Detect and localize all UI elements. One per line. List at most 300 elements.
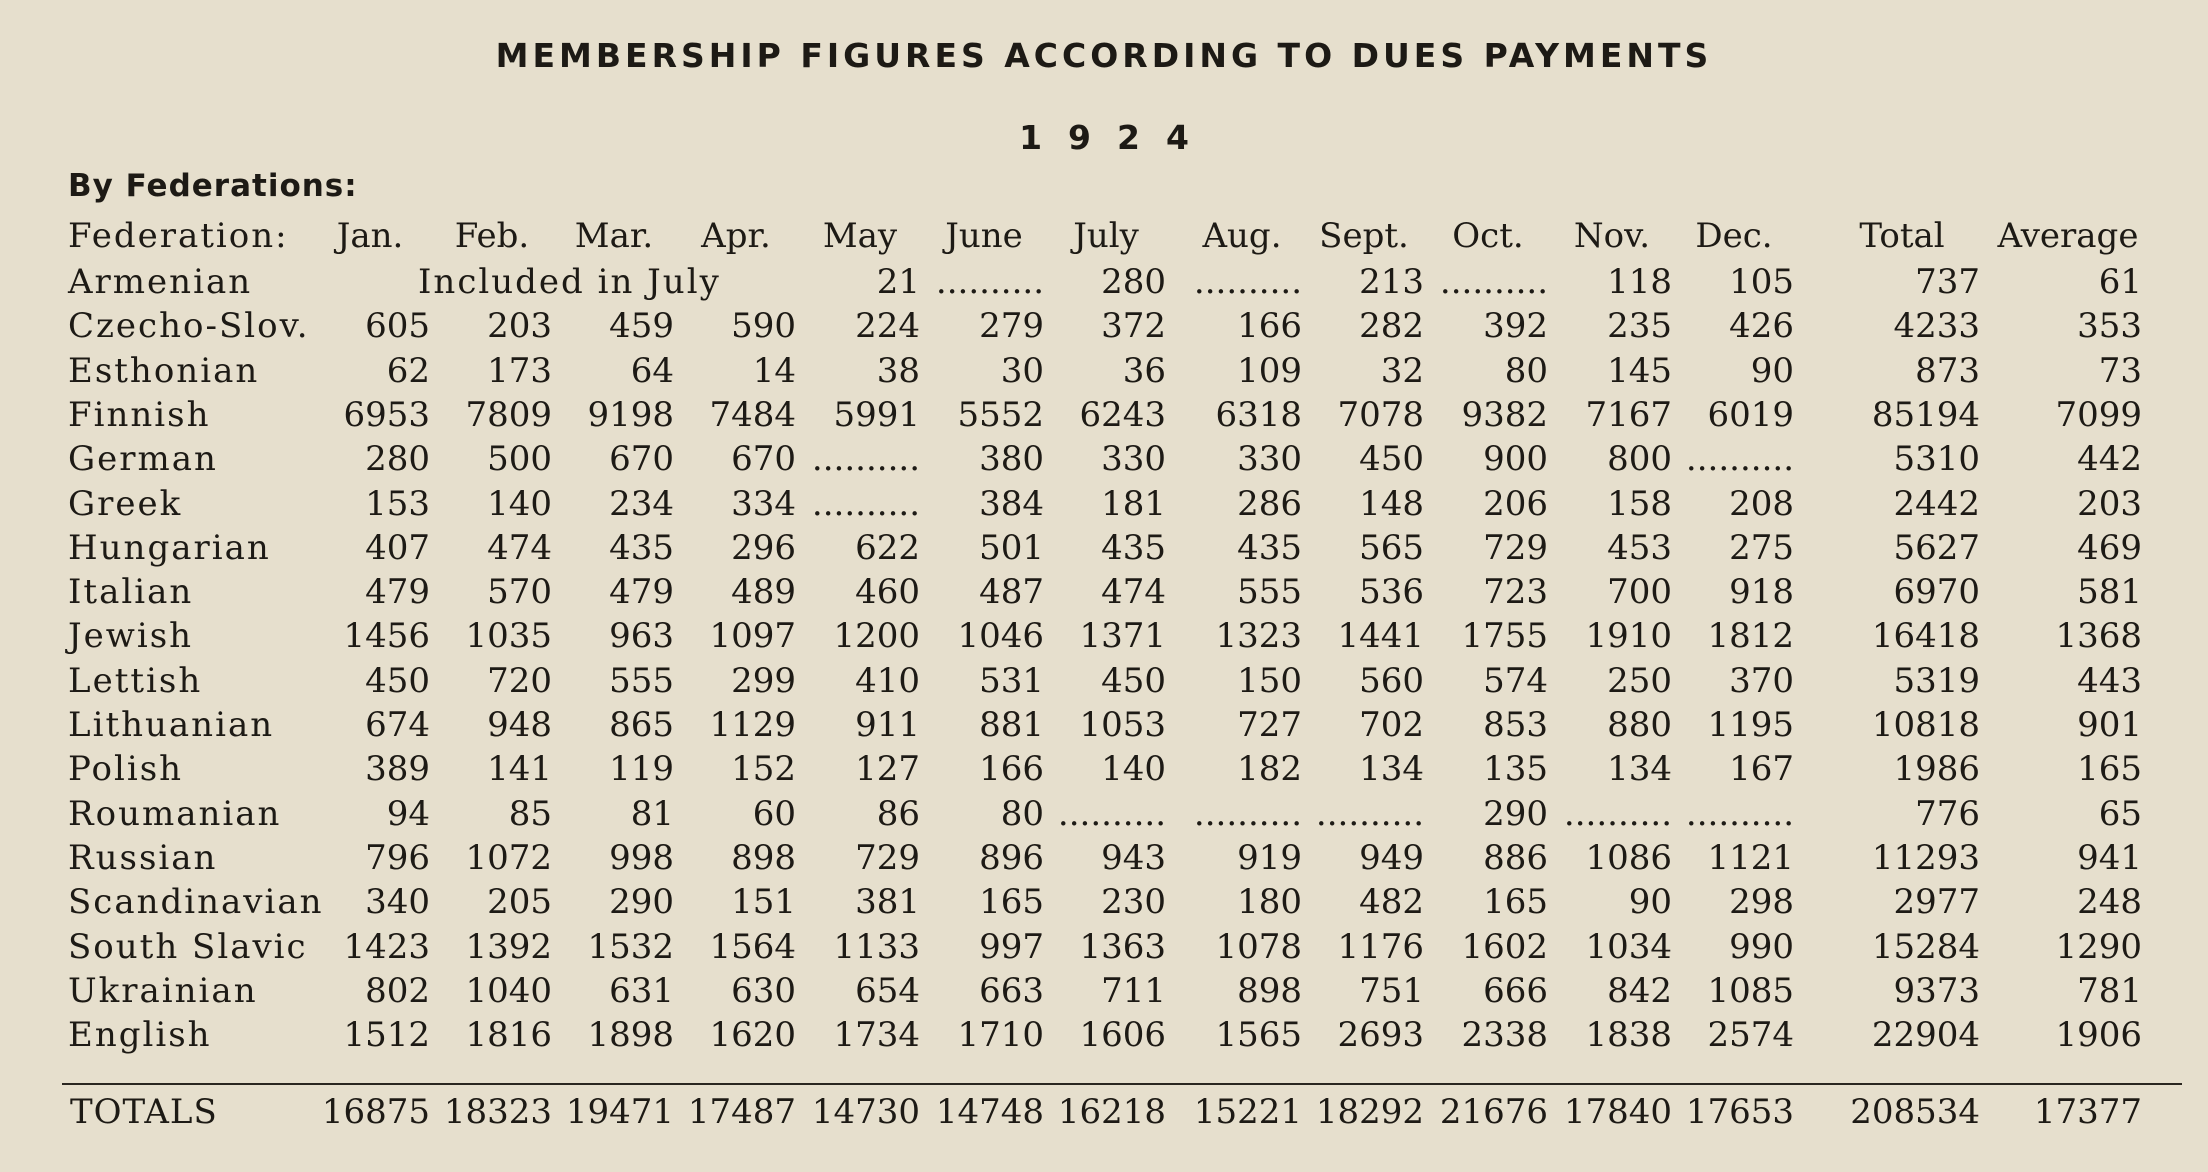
month-value: 64	[630, 350, 674, 391]
federation-name: English	[68, 1015, 212, 1056]
month-value: 459	[609, 306, 674, 347]
month-value: 36	[1122, 350, 1166, 391]
month-value: 1734	[833, 1015, 920, 1056]
row-average: 581	[2077, 572, 2142, 613]
month-value: 1053	[1079, 705, 1166, 745]
month-value: 663	[979, 970, 1044, 1011]
month-value: 1085	[1707, 970, 1794, 1011]
header-month: May	[822, 216, 898, 256]
month-value: 153	[365, 483, 430, 524]
month-value: ..........	[1685, 793, 1794, 834]
month-value: 1423	[343, 926, 430, 967]
federation-name: South Slavic	[68, 926, 308, 967]
row-total: 4233	[1893, 306, 1980, 347]
month-value: 1121	[1707, 837, 1794, 878]
month-value: 630	[731, 970, 796, 1011]
table-row	[0, 836, 2208, 880]
month-value: 674	[365, 705, 430, 745]
month-value: 450	[1101, 660, 1166, 701]
month-value: 1086	[1585, 837, 1672, 878]
month-value: 166	[979, 749, 1044, 790]
month-value: 30	[1000, 350, 1044, 391]
row-total: 2442	[1893, 483, 1980, 524]
month-value: 1040	[465, 970, 552, 1011]
month-value: 1195	[1707, 705, 1794, 745]
row-total: 15284	[1871, 926, 1980, 967]
month-value: 7167	[1585, 394, 1672, 435]
month-value: 180	[1237, 882, 1302, 923]
month-value: ..........	[935, 262, 1044, 302]
month-value: 1371	[1079, 616, 1166, 657]
totals-total: 208534	[1850, 1092, 1980, 1132]
month-value: 990	[1729, 926, 1794, 967]
month-value: 426	[1729, 306, 1794, 347]
row-total: 873	[1915, 350, 1980, 391]
month-value: 181	[1101, 483, 1166, 524]
month-value: 501	[979, 527, 1044, 568]
month-value: 6318	[1215, 394, 1302, 435]
month-value: 536	[1359, 572, 1424, 613]
month-value: 280	[1101, 262, 1166, 302]
row-average: 73	[2098, 350, 2142, 391]
totals-label: TOTALS	[70, 1092, 218, 1132]
month-value: 206	[1483, 483, 1548, 524]
month-value: 94	[386, 793, 430, 834]
month-value: 853	[1483, 705, 1548, 745]
month-value: 148	[1359, 483, 1424, 524]
month-value: 2693	[1337, 1015, 1424, 1056]
month-value: 1363	[1079, 926, 1166, 967]
month-value: 60	[752, 793, 796, 834]
federation-name: Polish	[68, 749, 184, 790]
header-total: Total	[1859, 216, 1945, 256]
month-value: 234	[609, 483, 674, 524]
month-value: ..........	[811, 483, 920, 524]
totals-average: 17377	[2033, 1092, 2142, 1132]
federation-name: Armenian	[68, 262, 253, 302]
federation-name: Scandinavian	[68, 882, 324, 923]
month-value: 134	[1359, 749, 1424, 790]
month-value: 474	[1101, 572, 1166, 613]
month-value: 6953	[343, 394, 430, 435]
federation-name: Greek	[68, 483, 183, 524]
month-value: 500	[487, 439, 552, 480]
row-average: 1290	[2055, 926, 2142, 967]
month-value: 282	[1359, 306, 1424, 347]
row-total: 9373	[1893, 970, 1980, 1011]
row-average: 248	[2077, 882, 2142, 923]
month-value: 1034	[1585, 926, 1672, 967]
month-value: 489	[731, 572, 796, 613]
month-value: 1035	[465, 616, 552, 657]
year-heading: 1924	[1019, 118, 1215, 157]
row-total: 11293	[1871, 837, 1980, 878]
month-value: 1620	[709, 1015, 796, 1056]
month-value: 487	[979, 572, 1044, 613]
row-average: 1368	[2055, 616, 2142, 657]
month-value: 919	[1237, 837, 1302, 878]
month-value: 622	[855, 527, 920, 568]
month-value: 1564	[709, 926, 796, 967]
month-value: 330	[1237, 439, 1302, 480]
month-value: 590	[731, 306, 796, 347]
header-month: Sept.	[1319, 216, 1409, 256]
month-value: 279	[979, 306, 1044, 347]
table-row	[0, 437, 2208, 481]
totals-month-value: 18292	[1315, 1092, 1424, 1132]
month-value: 1133	[833, 926, 920, 967]
month-value: 670	[609, 439, 674, 480]
month-value: 165	[1483, 882, 1548, 923]
month-value: 340	[365, 882, 430, 923]
federation-name: German	[68, 439, 218, 480]
month-value: 7484	[709, 394, 796, 435]
month-value: 7809	[465, 394, 552, 435]
month-value: 5991	[833, 394, 920, 435]
month-value: 450	[365, 660, 430, 701]
row-average: 781	[2077, 970, 2142, 1011]
totals-month-value: 17653	[1685, 1092, 1794, 1132]
row-total: 737	[1915, 262, 1980, 302]
month-value: 158	[1607, 483, 1672, 524]
month-value: 450	[1359, 439, 1424, 480]
month-value: 145	[1607, 350, 1672, 391]
month-value: 90	[1628, 882, 1672, 923]
month-value: 392	[1483, 306, 1548, 347]
totals-month-value: 16218	[1057, 1092, 1166, 1132]
month-value: 896	[979, 837, 1044, 878]
month-value: 250	[1607, 660, 1672, 701]
header-federation: Federation:	[68, 216, 289, 256]
header-month: July	[1073, 216, 1139, 256]
table-row	[0, 880, 2208, 924]
month-value: 963	[609, 616, 674, 657]
month-value: 32	[1380, 350, 1424, 391]
month-value: 290	[609, 882, 674, 923]
table-row	[0, 393, 2208, 437]
month-value: 918	[1729, 572, 1794, 613]
month-value: 729	[1483, 527, 1548, 568]
month-value: 140	[1101, 749, 1166, 790]
month-value: 152	[731, 749, 796, 790]
row-average: 901	[2077, 705, 2142, 745]
month-value: 1200	[833, 616, 920, 657]
header-month: Mar.	[574, 216, 654, 256]
table-row	[0, 703, 2208, 747]
row-average: 442	[2077, 439, 2142, 480]
month-value: ..........	[1563, 793, 1672, 834]
month-value: 560	[1359, 660, 1424, 701]
month-value: 380	[979, 439, 1044, 480]
month-value: 182	[1237, 749, 1302, 790]
month-value: ..........	[1439, 262, 1548, 302]
month-value: 86	[876, 793, 920, 834]
table-row	[0, 304, 2208, 348]
row-total: 1986	[1893, 749, 1980, 790]
month-value: 224	[855, 306, 920, 347]
month-value: 118	[1607, 262, 1672, 302]
month-value: ..........	[1315, 793, 1424, 834]
month-value: 90	[1750, 350, 1794, 391]
month-value: 389	[365, 749, 430, 790]
month-value: 6243	[1079, 394, 1166, 435]
row-average: 203	[2077, 483, 2142, 524]
federation-name: Ukrainian	[68, 970, 258, 1011]
totals-month-value: 14748	[935, 1092, 1044, 1132]
month-value: 330	[1101, 439, 1166, 480]
row-total: 16418	[1871, 616, 1980, 657]
month-value: 1097	[709, 616, 796, 657]
month-value: 7078	[1337, 394, 1424, 435]
row-average: 165	[2077, 749, 2142, 790]
month-value: 997	[979, 926, 1044, 967]
header-month: Nov.	[1573, 216, 1651, 256]
section-subtitle: By Federations:	[68, 168, 358, 204]
month-value: 1441	[1337, 616, 1424, 657]
month-value: 14	[752, 350, 796, 391]
month-value: 410	[855, 660, 920, 701]
month-value: ..........	[811, 439, 920, 480]
month-value: 654	[855, 970, 920, 1011]
month-value: 1812	[1707, 616, 1794, 657]
month-value: 140	[487, 483, 552, 524]
month-value: 80	[1504, 350, 1548, 391]
month-value: ..........	[1685, 439, 1794, 480]
month-value: 280	[365, 439, 430, 480]
month-value: 334	[731, 483, 796, 524]
federation-name: Esthonian	[68, 350, 260, 391]
federation-name: Italian	[68, 572, 194, 613]
month-value: 299	[731, 660, 796, 701]
month-value: 800	[1607, 439, 1672, 480]
federation-name: Lettish	[68, 660, 203, 701]
month-value: 1072	[465, 837, 552, 878]
month-value: ..........	[1193, 793, 1302, 834]
month-value: 1602	[1461, 926, 1548, 967]
month-value: 723	[1483, 572, 1548, 613]
page-title: MEMBERSHIP FIGURES ACCORDING TO DUES PAYMENTS	[495, 36, 1713, 75]
month-value: 435	[609, 527, 674, 568]
month-value: 881	[979, 705, 1044, 745]
month-value: 290	[1483, 793, 1548, 834]
month-value: 666	[1483, 970, 1548, 1011]
month-value: 275	[1729, 527, 1794, 568]
month-value: 479	[609, 572, 674, 613]
month-value: 150	[1237, 660, 1302, 701]
month-value: 203	[487, 306, 552, 347]
month-value: 381	[855, 882, 920, 923]
month-value: 474	[487, 527, 552, 568]
row-average: 443	[2077, 660, 2142, 701]
month-value: 943	[1101, 837, 1166, 878]
month-value: 531	[979, 660, 1044, 701]
armenian-note: Included in July	[418, 262, 721, 302]
month-value: 213	[1359, 262, 1424, 302]
month-value: 105	[1729, 262, 1794, 302]
month-value: 720	[487, 660, 552, 701]
header-average: Average	[1997, 216, 2139, 256]
month-value: 570	[487, 572, 552, 613]
month-value: 1078	[1215, 926, 1302, 967]
month-value: 370	[1729, 660, 1794, 701]
month-value: 900	[1483, 439, 1548, 480]
header-month: June	[945, 216, 1023, 256]
month-value: 727	[1237, 705, 1302, 745]
month-value: 886	[1483, 837, 1548, 878]
row-total: 5319	[1893, 660, 1980, 701]
month-value: 880	[1607, 705, 1672, 745]
month-value: 574	[1483, 660, 1548, 701]
row-total: 776	[1915, 793, 1980, 834]
month-value: 565	[1359, 527, 1424, 568]
month-value: 9198	[587, 394, 674, 435]
month-value: 435	[1101, 527, 1166, 568]
table-row	[0, 659, 2208, 703]
month-value: 796	[365, 837, 430, 878]
row-average: 7099	[2055, 394, 2142, 435]
month-value: 729	[855, 837, 920, 878]
month-value: 85	[508, 793, 552, 834]
month-value: 948	[487, 705, 552, 745]
federation-name: Lithuanian	[68, 705, 275, 745]
header-month: Dec.	[1695, 216, 1773, 256]
header-month: Aug.	[1202, 216, 1282, 256]
month-value: 205	[487, 882, 552, 923]
month-value: 384	[979, 483, 1044, 524]
table-row	[0, 969, 2208, 1013]
month-value: 1838	[1585, 1015, 1672, 1056]
totals-month-value: 15221	[1193, 1092, 1302, 1132]
month-value: 1606	[1079, 1015, 1166, 1056]
row-average: 65	[2098, 793, 2142, 834]
table-row	[0, 482, 2208, 526]
month-value: 81	[630, 793, 674, 834]
totals-month-value: 17840	[1563, 1092, 1672, 1132]
month-value: 1129	[709, 705, 796, 745]
row-total: 85194	[1871, 394, 1980, 435]
totals-month-value: 18323	[443, 1092, 552, 1132]
row-average: 469	[2077, 527, 2142, 568]
month-value: 1512	[343, 1015, 430, 1056]
month-value: ..........	[1193, 262, 1302, 302]
month-value: 631	[609, 970, 674, 1011]
row-total: 22904	[1871, 1015, 1980, 1056]
month-value: 286	[1237, 483, 1302, 524]
month-value: 1176	[1337, 926, 1424, 967]
month-value: 80	[1000, 793, 1044, 834]
month-value: 2574	[1707, 1015, 1794, 1056]
header-month: Oct.	[1452, 216, 1524, 256]
month-value: 751	[1359, 970, 1424, 1011]
month-value: 1046	[957, 616, 1044, 657]
month-value: ..........	[1057, 793, 1166, 834]
row-average: 941	[2077, 837, 2142, 878]
month-value: 911	[855, 705, 920, 745]
month-value: 296	[731, 527, 796, 568]
month-value: 998	[609, 837, 674, 878]
row-average: 1906	[2055, 1015, 2142, 1056]
table-row	[0, 1013, 2208, 1057]
month-value: 1898	[587, 1015, 674, 1056]
table-row	[0, 614, 2208, 658]
header-row	[0, 214, 2208, 258]
row-total: 6970	[1893, 572, 1980, 613]
month-value: 235	[1607, 306, 1672, 347]
month-value: 1710	[957, 1015, 1044, 1056]
month-value: 135	[1483, 749, 1548, 790]
month-value: 38	[876, 350, 920, 391]
month-value: 802	[365, 970, 430, 1011]
totals-month-value: 17487	[687, 1092, 796, 1132]
month-value: 5552	[957, 394, 1044, 435]
header-month: Jan.	[336, 216, 404, 256]
month-value: 1910	[1585, 616, 1672, 657]
header-month: Apr.	[701, 216, 771, 256]
month-value: 700	[1607, 572, 1672, 613]
month-value: 898	[731, 837, 796, 878]
month-value: 435	[1237, 527, 1302, 568]
month-value: 9382	[1461, 394, 1548, 435]
month-value: 166	[1237, 306, 1302, 347]
month-value: 407	[365, 527, 430, 568]
totals-month-value: 16875	[321, 1092, 430, 1132]
month-value: 460	[855, 572, 920, 613]
federation-name: Russian	[68, 837, 218, 878]
totals-month-value: 21676	[1439, 1092, 1548, 1132]
table-row	[0, 526, 2208, 570]
totals-divider	[62, 1083, 2182, 1085]
month-value: 479	[365, 572, 430, 613]
month-value: 949	[1359, 837, 1424, 878]
month-value: 21	[876, 262, 920, 302]
month-value: 165	[979, 882, 1044, 923]
month-value: 109	[1237, 350, 1302, 391]
month-value: 1816	[465, 1015, 552, 1056]
row-total: 5310	[1893, 439, 1980, 480]
table-row	[0, 349, 2208, 393]
totals-month-value: 19471	[565, 1092, 674, 1132]
month-value: 555	[1237, 572, 1302, 613]
federation-name: Jewish	[68, 616, 194, 657]
month-value: 1565	[1215, 1015, 1302, 1056]
row-average: 353	[2077, 306, 2142, 347]
month-value: 865	[609, 705, 674, 745]
header-month: Feb.	[454, 216, 530, 256]
month-value: 555	[609, 660, 674, 701]
totals-row	[0, 1090, 2208, 1134]
month-value: 151	[731, 882, 796, 923]
month-value: 208	[1729, 483, 1794, 524]
month-value: 230	[1101, 882, 1166, 923]
month-value: 898	[1237, 970, 1302, 1011]
month-value: 482	[1359, 882, 1424, 923]
month-value: 453	[1607, 527, 1672, 568]
row-total: 10818	[1871, 705, 1980, 745]
month-value: 372	[1101, 306, 1166, 347]
month-value: 298	[1729, 882, 1794, 923]
federation-name: Finnish	[68, 394, 211, 435]
table-row	[0, 925, 2208, 969]
month-value: 1392	[465, 926, 552, 967]
month-value: 711	[1101, 970, 1166, 1011]
table-row	[0, 747, 2208, 791]
federation-name: Roumanian	[68, 793, 282, 834]
table-row	[0, 260, 2208, 304]
month-value: 2338	[1461, 1015, 1548, 1056]
month-value: 1456	[343, 616, 430, 657]
month-value: 1323	[1215, 616, 1302, 657]
month-value: 702	[1359, 705, 1424, 745]
